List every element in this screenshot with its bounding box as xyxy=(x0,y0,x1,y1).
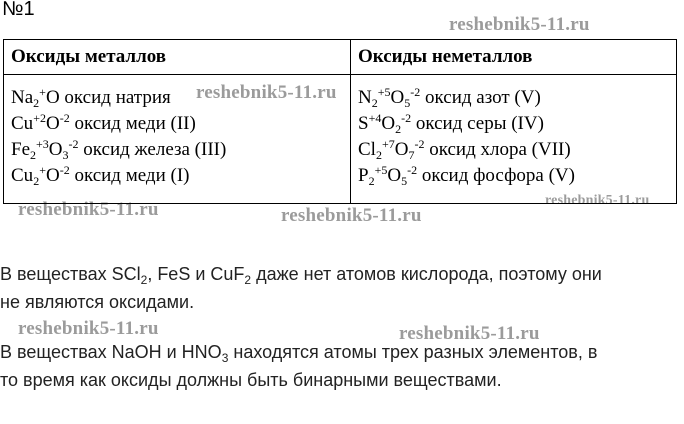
element-symbol: O xyxy=(45,165,60,186)
watermark-text: reshebnik5-11.ru xyxy=(18,318,159,339)
oxidation-state: +3 xyxy=(36,137,49,151)
paragraph-line: то время как оксиды должны быть бинарными веществами. xyxy=(0,370,502,390)
text-fragment: находятся атомы трех разных элементов, в xyxy=(228,342,598,362)
table-header-row xyxy=(4,40,677,75)
oxide-name: оксид фосфора (V) xyxy=(417,165,575,186)
element-symbol: O xyxy=(45,87,60,108)
oxidation-state: -2 xyxy=(410,85,421,99)
element-symbol: O xyxy=(387,165,402,186)
oxide-entry xyxy=(11,85,350,111)
atom-count: 2 xyxy=(395,122,402,136)
watermark-text: reshebnik5-11.ru xyxy=(281,205,422,226)
oxidation-state: -2 xyxy=(407,163,418,177)
header-metal-oxides: Оксиды металлов xyxy=(4,40,351,75)
paragraph-line: не являются оксидами. xyxy=(0,292,195,312)
oxidation-state: +7 xyxy=(381,137,395,151)
oxidation-state: -2 xyxy=(59,163,70,177)
oxidation-state: -2 xyxy=(414,137,425,151)
task-number: №1 xyxy=(2,0,35,20)
atom-count: 3 xyxy=(62,148,69,162)
element-symbol: Cu xyxy=(11,113,34,134)
element-symbol: Fe xyxy=(11,139,30,160)
atom-count: 2 xyxy=(371,96,378,110)
metal-oxides-list xyxy=(4,75,351,204)
oxidation-state: + xyxy=(39,85,46,99)
element-symbol: P xyxy=(358,165,369,186)
watermark-text: reshebnik5-11.ru xyxy=(18,199,159,220)
element-symbol: Cl xyxy=(358,139,376,160)
element-symbol: Na xyxy=(11,87,34,108)
element-symbol: O xyxy=(394,139,409,160)
subscript: 2 xyxy=(140,273,148,287)
watermark-text: reshebnik5-11.ru xyxy=(449,14,590,35)
paragraph-line xyxy=(0,264,602,287)
subscript: 2 xyxy=(244,273,252,287)
paragraph-line xyxy=(0,342,598,365)
oxidation-state: +2 xyxy=(33,111,46,125)
table-row xyxy=(4,75,677,204)
element-symbol: S xyxy=(358,113,369,134)
atom-count: 7 xyxy=(408,148,415,162)
oxidation-state: -2 xyxy=(68,137,79,151)
oxide-entry xyxy=(358,85,676,111)
paragraph-not-binary xyxy=(0,338,684,394)
header-nonmetal-oxides: Оксиды неметаллов xyxy=(351,40,677,75)
oxide-name: оксид меди (I) xyxy=(69,165,190,186)
atom-count: 2 xyxy=(375,148,382,162)
oxide-name: оксид железа (III) xyxy=(78,139,227,160)
oxide-name: оксид серы (IV) xyxy=(411,113,544,134)
atom-count: 2 xyxy=(33,174,40,188)
element-symbol: O xyxy=(45,113,60,134)
text-fragment: В веществах NaOH и HNO xyxy=(0,342,222,362)
subscript: 3 xyxy=(221,351,229,365)
oxides-table xyxy=(3,39,677,204)
watermark-text: reshebnik5-11.ru xyxy=(399,323,540,344)
element-symbol: O xyxy=(381,113,396,134)
oxide-name: оксид хлора (VII) xyxy=(424,139,571,160)
oxide-entry xyxy=(358,111,676,137)
oxidation-state: -2 xyxy=(401,111,412,125)
text-fragment: , FeS и CuF xyxy=(147,264,245,284)
atom-count: 2 xyxy=(30,148,36,162)
atom-count: 5 xyxy=(401,174,408,188)
element-symbol: N xyxy=(358,87,372,108)
element-symbol: O xyxy=(390,87,405,108)
element-symbol: Cu xyxy=(11,165,34,186)
text-fragment: В веществах SCl xyxy=(0,264,141,284)
watermark-text: reshebnik5-11.ru xyxy=(196,82,337,103)
oxidation-state: + xyxy=(39,163,46,177)
oxide-entry xyxy=(358,163,676,189)
oxide-entry xyxy=(11,163,350,189)
oxide-entry xyxy=(11,137,350,163)
oxide-name: оксид меди (II) xyxy=(69,113,196,134)
oxidation-state: -2 xyxy=(59,111,70,125)
oxidation-state: +5 xyxy=(374,163,388,177)
atom-count: 2 xyxy=(368,174,375,188)
atom-count: 5 xyxy=(404,96,411,110)
atom-count: 2 xyxy=(33,96,40,110)
element-symbol: O xyxy=(48,139,63,160)
oxidation-state: +5 xyxy=(377,85,391,99)
oxide-name: оксид натрия xyxy=(59,87,171,108)
paragraph-no-oxygen xyxy=(0,260,684,316)
oxidation-state: +4 xyxy=(368,111,382,125)
oxide-name: оксид азот (V) xyxy=(420,87,541,108)
oxide-entry xyxy=(358,137,676,163)
nonmetal-oxides-list xyxy=(351,75,677,204)
oxide-entry xyxy=(11,111,350,137)
watermark-text: reshebnik5-11.ru xyxy=(545,193,650,208)
text-fragment: даже нет атомов кислорода, поэтому они xyxy=(251,264,602,284)
